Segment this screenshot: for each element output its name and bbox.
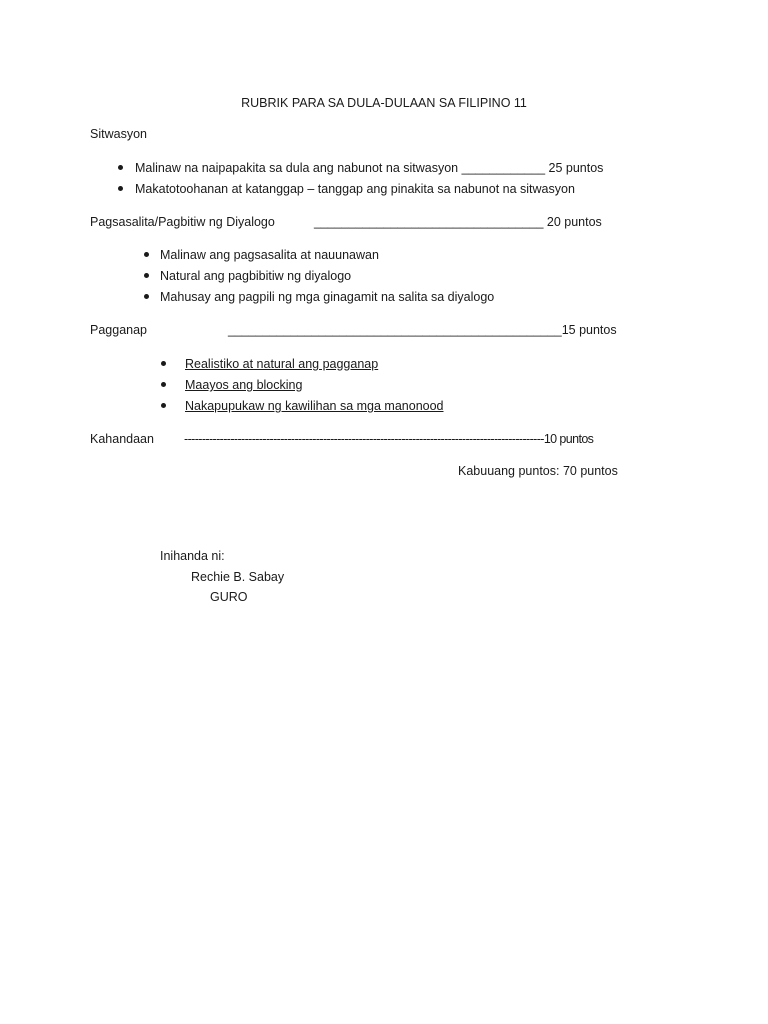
total-score: Kabuuang puntos: 70 puntos bbox=[458, 464, 618, 478]
bullet-icon bbox=[118, 165, 123, 170]
document-title: RUBRIK PARA SA DULA-DULAAN SA FILIPINO 11 bbox=[241, 96, 527, 110]
bullet-icon bbox=[144, 273, 149, 278]
criteria-item: Maayos ang blocking bbox=[185, 378, 303, 392]
score-line: _________________________________ 20 puntos bbox=[314, 215, 602, 229]
criteria-item: Realistiko at natural ang pagganap bbox=[185, 357, 379, 371]
section-heading-kahandaan: Kahandaan bbox=[90, 432, 154, 446]
section-heading-pagsasalita: Pagsasalita/Pagbitiw ng Diyalogo bbox=[90, 215, 275, 229]
criteria-item: Mahusay ang pagpili ng mga ginagamit na salita sa diyalogo bbox=[160, 290, 495, 304]
prepared-by-name: Rechie B. Sabay bbox=[191, 570, 285, 584]
criteria-item: Malinaw na naipapakita sa dula ang nabunot na sitwasyon ____________ 25 puntos bbox=[135, 161, 604, 175]
section-heading-pagganap: Pagganap bbox=[90, 323, 148, 337]
criteria-item: Malinaw ang pagsasalita at nauunawan bbox=[160, 248, 379, 262]
criteria-item: Makatotoohanan at katanggap – tanggap ang pinakita sa nabunot na sitwasyon bbox=[135, 182, 575, 196]
bullet-icon bbox=[161, 382, 166, 387]
criteria-item: Natural ang pagbibitiw ng diyalogo bbox=[160, 269, 352, 283]
section-heading-sitwasyon: Sitwasyon bbox=[90, 127, 147, 141]
bullet-icon bbox=[161, 361, 166, 366]
bullet-icon bbox=[144, 294, 149, 299]
bullet-icon bbox=[118, 186, 123, 191]
prepared-by-label: Inihanda ni: bbox=[160, 549, 225, 563]
bullet-icon bbox=[161, 403, 166, 408]
criteria-item: Nakapupukaw ng kawilihan sa mga manonood bbox=[185, 399, 444, 413]
score-line: ________________________________________________15 puntos bbox=[228, 323, 617, 337]
score-line: -----------------------------------------------------------------------------------------------------10 puntos bbox=[184, 432, 594, 446]
bullet-icon bbox=[144, 252, 149, 257]
prepared-by-role: GURO bbox=[210, 590, 248, 604]
